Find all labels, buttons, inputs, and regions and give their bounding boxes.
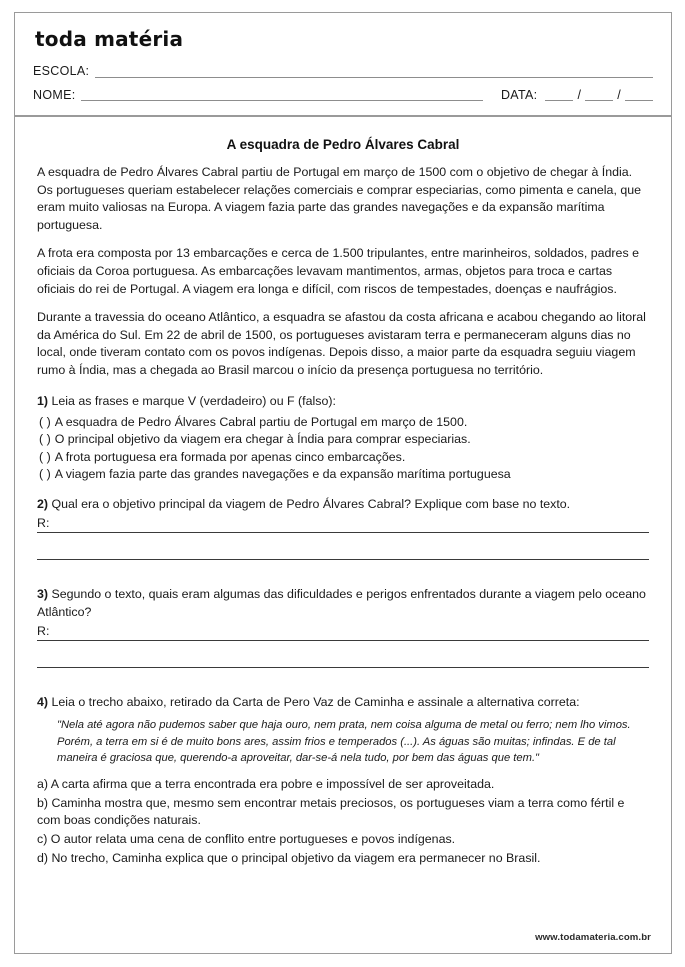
true-false-checkbox[interactable]: ( ) bbox=[39, 449, 51, 464]
question-2-answer-label: R: bbox=[37, 516, 50, 531]
worksheet-content bbox=[15, 117, 671, 932]
page-title: A esquadra de Pedro Álvares Cabral bbox=[226, 137, 460, 152]
list-item bbox=[39, 414, 649, 431]
school-label: ESCOLA: bbox=[33, 64, 90, 78]
name-input-line[interactable] bbox=[81, 90, 482, 101]
question-3-text: Segundo o texto, quais eram algumas das dificuldades e perigos enfrentados durante a viagem pelo oceano Atlântico? bbox=[37, 587, 646, 619]
name-date-field-row bbox=[33, 89, 653, 102]
true-false-checkbox[interactable]: ( ) bbox=[39, 466, 51, 481]
question-3-answer-label: R: bbox=[37, 624, 50, 639]
list-item bbox=[39, 449, 649, 466]
list-item bbox=[39, 431, 649, 448]
question-2-answer-line-1[interactable] bbox=[37, 532, 649, 533]
name-label: NOME: bbox=[33, 87, 76, 102]
true-false-checkbox[interactable]: ( ) bbox=[39, 415, 51, 430]
choice-c[interactable]: c) O autor relata uma cena de conflito entre portugueses e povos indígenas. bbox=[37, 832, 456, 846]
choice-a[interactable]: a) A carta afirma que a terra encontrada era pobre e impossível de ser aproveitada. bbox=[37, 777, 495, 792]
body-paragraph-2: A frota era composta por 13 embarcações e cerca de 1.500 tripulantes, entre marinheiros, soldados, padres e oficiais da Coroa portuguesa. As embarcações levavam mantimentos, armas, objetos para troca e cartas oficiais do rei de Portugal. A viagem era longa e difícil, com riscos de tempestades, doenças e naufrágios. bbox=[37, 246, 639, 296]
school-field-row bbox=[33, 65, 653, 78]
question-2-prompt bbox=[37, 496, 649, 514]
question-3-prompt bbox=[37, 586, 649, 621]
question-3-answer-line-1[interactable] bbox=[37, 640, 649, 641]
school-input-line[interactable] bbox=[95, 67, 653, 78]
question-4-prompt bbox=[37, 694, 649, 712]
worksheet-footer: www.todamateria.com.br bbox=[535, 932, 651, 943]
date-month-input-line[interactable] bbox=[585, 90, 613, 101]
worksheet-page bbox=[14, 12, 672, 954]
question-1-items bbox=[39, 414, 649, 482]
question-1-text: Leia as frases e marque V (verdadeiro) ou F (falso): bbox=[51, 393, 336, 408]
question-2-number: 2) bbox=[37, 496, 49, 511]
question-3-number: 3) bbox=[37, 587, 49, 601]
question-3-answer-area bbox=[37, 625, 649, 668]
question-2-answer-line-2[interactable] bbox=[37, 559, 649, 560]
date-field-group bbox=[501, 89, 653, 102]
true-false-text: A frota portuguesa era formada por apenas cinco embarcações. bbox=[54, 449, 406, 464]
date-separator-1: / bbox=[577, 87, 582, 102]
date-year-input-line[interactable] bbox=[625, 90, 653, 101]
choice-b[interactable]: b) Caminha mostra que, mesmo sem encontrar metais preciosos, os portugueses viam a terra como fértil e com boas condições naturais. bbox=[37, 795, 625, 828]
true-false-checkbox[interactable]: ( ) bbox=[39, 432, 51, 447]
question-4-quote: "Nela até agora não pudemos saber que haja ouro, nem prata, nem coisa alguma de metal ou ferro; nem lho vimos. Porém, a terra em si é de muito bons ares, assim frios e temperados (...). As águas são muitas; infindas. E de tal maneira é graciosa que, querendo-a aproveitar, dar-se-á nela tudo, por bem das águas que tem." bbox=[57, 719, 631, 764]
question-3-answer-line-2[interactable] bbox=[37, 667, 649, 668]
true-false-text: O principal objetivo da viagem era chegar à Índia para comprar especiarias. bbox=[54, 432, 471, 447]
question-1-prompt bbox=[37, 393, 649, 411]
question-1-number: 1) bbox=[37, 393, 49, 408]
worksheet-header bbox=[15, 13, 671, 117]
true-false-text: A viagem fazia parte das grandes navegações e da expansão marítima portuguesa bbox=[54, 466, 511, 481]
body-paragraph-1: A esquadra de Pedro Álvares Cabral partiu de Portugal em março de 1500 com o objetivo de chegar à Índia. Os portugueses queriam estabelecer relações comerciais e comprar especiarias, como pimenta e canela, que eram muito valiosas na Europa. A viagem fazia parte das grandes navegações e da expansão marítima portuguesa. bbox=[37, 165, 642, 232]
body-paragraph-3: Durante a travessia do oceano Atlântico, a esquadra se afastou da costa africana e acabou chegando ao litoral da América do Sul. Em 22 de abril de 1500, os portugueses avistaram terra e permaneceram alguns dias no local, onde tiveram contato com os povos indígenas. Depois disso, a maior parte da esquadra seguiu viagem rumo à Índia, mas a chegada ao Brasil marcou o início da presença portuguesa no território. bbox=[37, 310, 646, 378]
list-item bbox=[39, 466, 649, 483]
question-4-text: Leia o trecho abaixo, retirado da Carta de Pero Vaz de Caminha e assinale a alternativa correta: bbox=[51, 694, 580, 709]
question-4-number: 4) bbox=[37, 694, 49, 709]
true-false-text: A esquadra de Pedro Álvares Cabral partiu de Portugal em março de 1500. bbox=[54, 415, 468, 430]
date-label: DATA: bbox=[500, 87, 538, 102]
date-day-input-line[interactable] bbox=[545, 90, 573, 101]
question-4-choices bbox=[37, 776, 649, 867]
choice-d[interactable]: d) No trecho, Caminha explica que o principal objetivo da viagem era permanecer no Brasil. bbox=[37, 850, 541, 865]
date-separator-2: / bbox=[617, 87, 621, 102]
question-2-text: Qual era o objetivo principal da viagem de Pedro Álvares Cabral? Explique com base no texto. bbox=[51, 496, 571, 511]
question-2-answer-area bbox=[37, 517, 649, 560]
brand-logo: toda matéria bbox=[35, 27, 184, 51]
